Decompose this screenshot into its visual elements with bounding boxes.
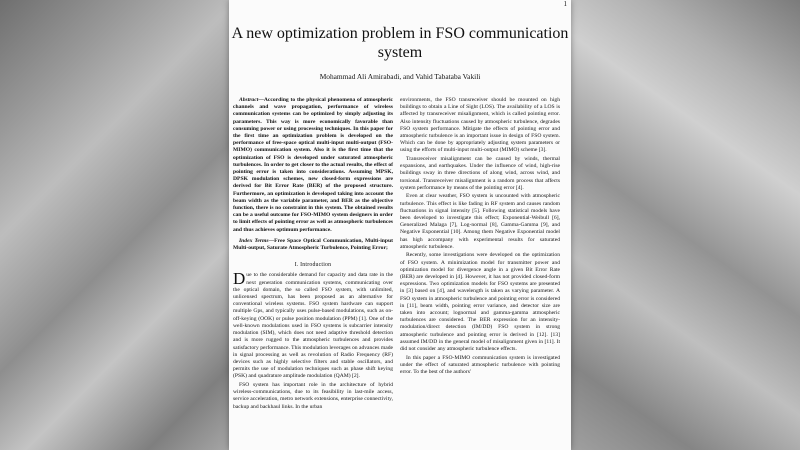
section-heading: I. Introduction bbox=[294, 262, 332, 269]
right-column bbox=[400, 97, 560, 378]
background-left bbox=[0, 0, 229, 450]
right-paragraph-4: Recently, some investigations were developed on the optimization of FSO system. A minimization model for transmitter power and optimization model for divergence angle in a given Bit Error Rate (BER) are developed in [4]. However, it has not provided closed-form expressions. Two optimization models for FSO systems are presented in [3] based on [4], and wavelength is taken as varying parameter. A FSO system in atmospheric turbulence and pointing error is considered in [11], beam width, pointing error variance, and detector size are taken into account; lognormal and gamma-gamma atmospheric turbulences are considered. The BER expression for an intensity-modulation/direct detection (IM/DD) FSO system in strong atmospheric turbulence and pointing error is derived in [12]. [13] assumed IM/DD in the general model of misalignment given in [11]. It did not consider any atmospheric turbulence effects. bbox=[400, 252, 560, 353]
abstract-label: Abstract bbox=[239, 97, 259, 103]
page-number: 1 bbox=[563, 0, 567, 8]
intro-paragraph-1 bbox=[233, 269, 393, 380]
right-paragraph-3: Even at clear weather, FSO system is uncounted with atmospheric turbulence. This effect is like fading in RF system and causes random fluctuations in signal intensity [5]. Following statistical models have been developed to investigate this effect; Exponential-Weibull [6], Generalized Malaga [7], Log-normal [8], Gamma-Gamma [9], and Negative Exponential [10]. Among them Negative Exponential model has high accompany with experimental results for saturated atmospheric turbulence. bbox=[400, 193, 560, 250]
abstract-text: —According to the physical phenomena of atmospheric channels and wave propagation, performance of wireless communication systems can be optimized by simply adjusting its parameters. This way is more economically favorable than consuming power or using processing techniques. In this paper for the first time an optimization problem is developed on the performance of free-space optical multi-input multi-output (FSO-MIMO) communication system. Also it is the first time that the optimization of FSO is developed under saturated atmospheric turbulences. In order to get closer to the actual results, the effect of pointing error is taken into considerations. Assuming MPSK, DPSK modulation schemes, new closed-form expressions are derived for Bit Error Rate (BER) of the proposed structure. Furthermore, an optimization is developed taking into account the beam width as the variable parameter, and BER as the objective function, there is no constraint in this system. The obtained results can be a useful outcome for FSO-MIMO system designers in order to limit effects of pointing error as well as atmospheric turbulences and thus achieves optimum performance. bbox=[233, 97, 393, 233]
left-column bbox=[233, 97, 393, 412]
index-terms-text: —Free Space Optical Communication, Multi-input Multi-output, Saturate Atmospheric Turbulence, Pointing Error; bbox=[233, 237, 393, 252]
index-terms-label: Index Terms bbox=[239, 237, 269, 244]
abstract bbox=[233, 97, 393, 234]
background-right bbox=[571, 0, 800, 450]
right-paragraph-1: environments, the FSO transreceiver should be mounted on high buildings to obtain a Line of Sight (LOS). The availability of a LOS is affected by transreceiver misalignment, which is called pointing error. Also intensity fluctuations caused by atmospheric turbulence, degrades FSO system performance. Mitigate the effects of pointing error and atmospheric turbulence is an important issue in design of FSO system. Which can be done by appropriately adjusting system parameters or using the efforts of multi-input multi-output (MIMO) scheme [3]. bbox=[400, 97, 560, 154]
intro-paragraph-1-text: ue to the considerable demand for capacity and data rate in the next generation communication systems, communicating over the optical domain, the so called FSO system, with unlimited, unlicensed spectrum, has been proposed as an alternative for conventional wireless systems. FSO system hardware can support multiple Gps, and typically uses pulse-based modulations, such as on-off-keying (OOK) or pulse position modulation (PPM) [1]. One of the well-known modulations used in FSO systems is subcarrier intensity modulation (SIM), which does not need adaptive threshold detection and is more rugged to the atmospheric turbulences and provides satisfactory performance. This modulation leverages on advances made in signal processing as well as revolution of Radio Frequency (RF) devices such as highly selective filters and stable oscillators, and permits the use of modulation techniques such as phase shift keying (PSK) and quadrature amplitude modulation (QAM) [2]. bbox=[233, 272, 393, 380]
paper-page bbox=[229, 0, 571, 450]
right-paragraph-5: In this paper a FSO-MIMO communication system is investigated under the effect of saturated atmospheric turbulence with pointing error. To the best of the authors' bbox=[400, 354, 560, 376]
index-terms bbox=[233, 238, 393, 252]
dropcap: D bbox=[233, 269, 246, 289]
right-paragraph-2: Transreceiver misalignment can be caused by winds, thermal expansions, and earthquakes. Under the influence of wind, high-rise buildings sway in three directions of along wind, across wind, and torsional. Transreceiver misalignment is a random process that affects system performance by means of the pointing error [4]. bbox=[400, 156, 560, 191]
paper-authors: Mohammad Ali Amirabadi, and Vahid Tabataba Vakili bbox=[319, 72, 481, 81]
paper-title: A new optimization problem in FSO communication system bbox=[231, 25, 569, 61]
intro-paragraph-2: FSO system has important role in the architecture of hybrid wireless-communications, due to its feasibility in last-mile access, service acceleration, metro network extensions, enterprise connectivity, backup and backhaul links. In the urban bbox=[233, 381, 393, 410]
